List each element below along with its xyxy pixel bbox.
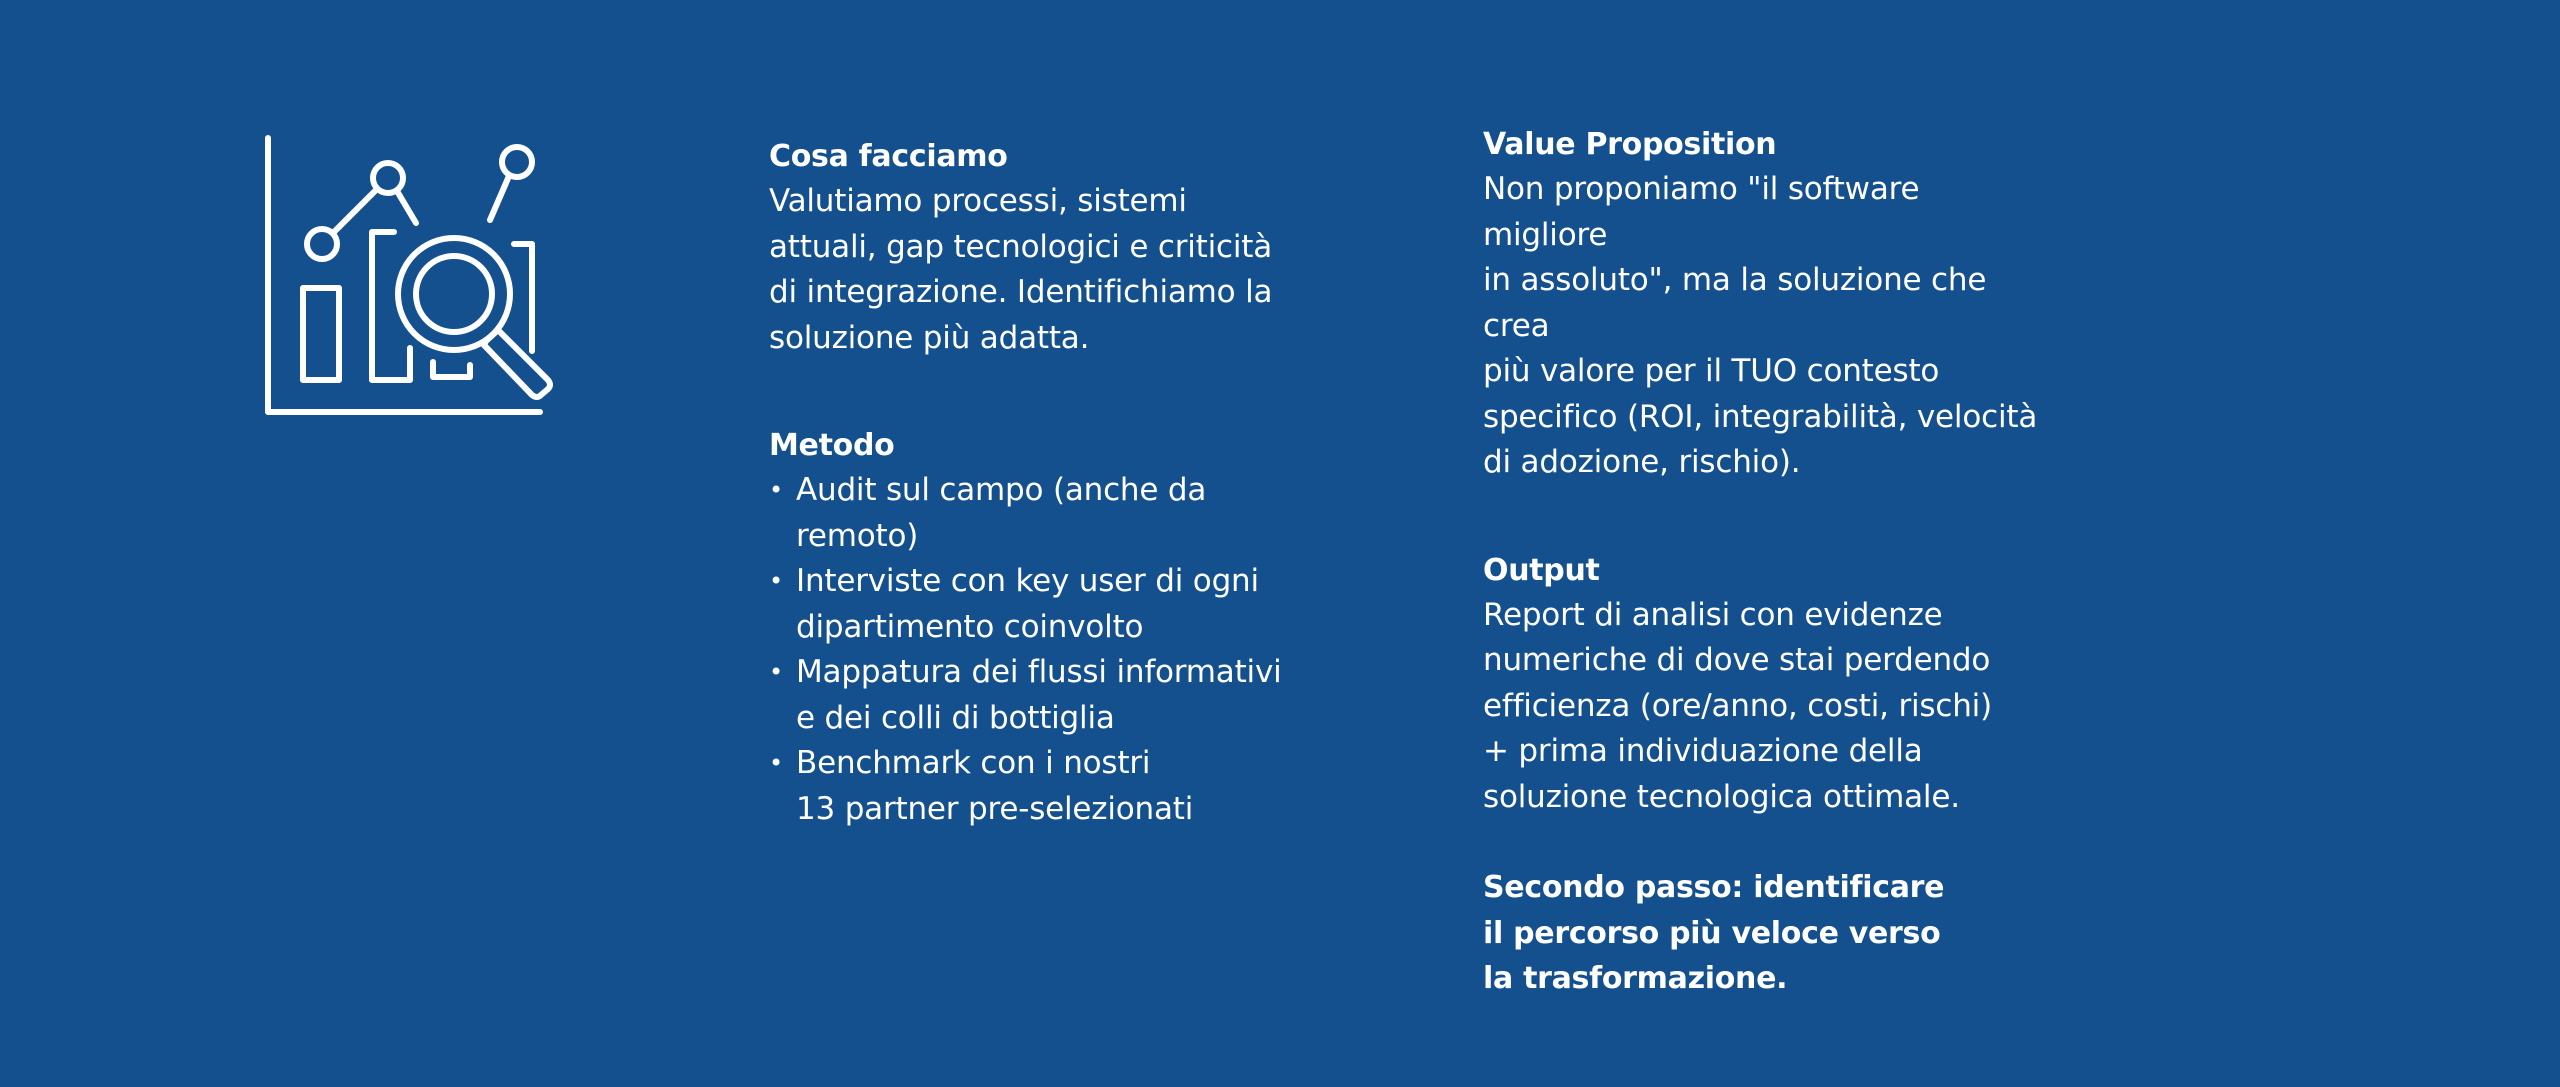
list-item: • Mappatura dei flussi informativi e dei colli di bottiglia bbox=[769, 650, 1329, 741]
analytics-magnifier-icon bbox=[258, 128, 568, 428]
section-value-proposition bbox=[1483, 122, 2043, 486]
metodo-title: Metodo bbox=[769, 428, 895, 463]
next-step-text: Secondo passo: identificare il percorso più veloce verso la trasformazione. bbox=[1483, 870, 1945, 996]
output-title: Output bbox=[1483, 552, 1600, 588]
metodo-list bbox=[769, 468, 1329, 832]
list-item: • Interviste con key user di ogni dipartimento coinvolto bbox=[769, 559, 1329, 650]
left-text-column bbox=[769, 134, 1329, 832]
right-text-column bbox=[1483, 122, 2043, 1002]
section-metodo bbox=[769, 423, 1329, 832]
cosa-facciamo-title: Cosa facciamo bbox=[769, 139, 1008, 174]
list-item: • Benchmark con i nostri 13 partner pre-selezionati bbox=[769, 741, 1329, 832]
section-output bbox=[1483, 548, 2043, 821]
section-next-step bbox=[1483, 865, 2043, 1002]
output-body: Report di analisi con evidenze numeriche di dove stai perdendo efficienza (ore/anno, costi, rischi) + prima individuazione della soluzione tecnologica ottimale. bbox=[1483, 596, 1992, 815]
section-cosa-facciamo bbox=[769, 134, 1329, 361]
value-proposition-title: Value Proposition bbox=[1483, 127, 1777, 162]
cosa-facciamo-body: Valutiamo processi, sistemi attuali, gap tecnologici e criticità di integrazione. Identifichiamo la soluzione più adatta. bbox=[769, 183, 1273, 356]
list-item: • Audit sul campo (anche da remoto) bbox=[769, 468, 1329, 559]
value-proposition-body: Non proponiamo "il software migliore in assoluto", ma la soluzione che crea più valore per il TUO contesto specifico (ROI, integrabilità, velocità di adozione, rischio). bbox=[1483, 171, 2038, 480]
